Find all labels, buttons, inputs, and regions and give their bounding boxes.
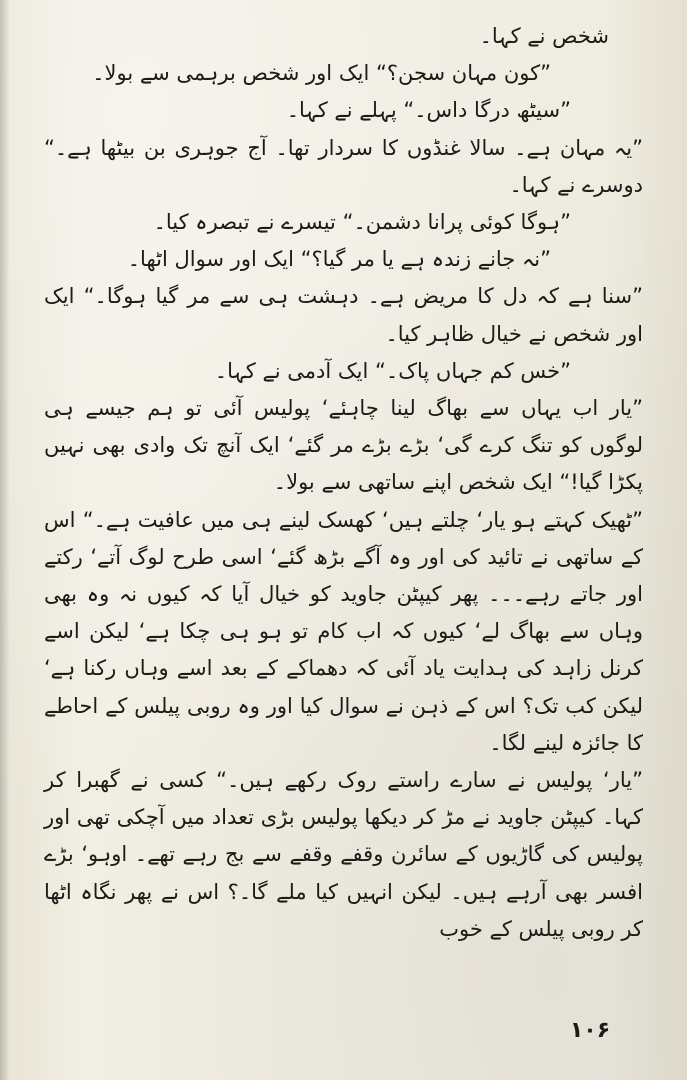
paragraph: ”یار‘ پولیس نے سارے راستے روک رکھے ہیں۔“ کسی نے گھبرا کر کہا۔ کیپٹن جاوید نے مڑ کر دیکھا پولیس بڑی تعداد میں آچکی تھی اور پولیس کی گاڑیوں کے سائرن وقفے وقفے سے بج رہے تھے۔ اوہو‘ بڑے افسر بھی آرہے ہیں۔ لیکن انہیں کیا ملے گا۔؟ اس نے پھر نگاہ اٹھا کر روبی پیلس کے خوب: [44, 768, 643, 941]
text-line: شخص نے کہا۔: [479, 24, 609, 48]
paragraph: ”کون مہان سجن؟“ ایک اور شخص برہمی سے بولا۔: [92, 61, 551, 86]
page-number: ۱۰۶: [569, 1018, 611, 1043]
paragraph: ”یار اب یہاں سے بھاگ لینا چاہئے‘ پولیس آئی تو ہم جیسے ہی لوگوں کو تنگ کرے گی‘ بڑے بڑے مر گئے‘ ایک آنچ تک وادی بھی نہیں پکڑا گیا!“ ایک شخص اپنے ساتھی سے بولا۔: [44, 396, 643, 495]
paragraph: ”سنا ہے کہ دل کا مریض ہے۔ دہشت ہی سے مر گیا ہوگا۔“ ایک اور شخص نے خیال ظاہر کیا۔: [44, 284, 643, 346]
paragraph: ”ہوگا کوئی پرانا دشمن۔“ تیسرے نے تبصرہ کیا۔: [153, 210, 571, 235]
page-text: [44, 18, 643, 948]
paragraph: ”ٹھیک کہتے ہو یار‘ چلتے ہیں‘ کھسک لینے ہی میں عافیت ہے۔“ اس کے ساتھی نے تائید کی اور وہ آگے بڑھ گئے‘ اسی طرح لوگ آتے‘ رکتے اور جاتے رہے۔۔۔ پھر کیپٹن جاوید کو خیال آیا کہ کیوں نہ وہ بھی وہاں سے بھاگ لے‘ کیوں کہ اب کام تو ہو ہی چکا ہے‘ لیکن اسے کرنل زاہد کی ہدایت یاد آئی کہ دھماکے کے بعد اسے وہاں رکنا ہے‘ لیکن کب تک؟ اس کے ذہن نے سوال کیا اور وہ روبی پیلس کے احاطے کا جائزہ لینے لگا۔: [44, 507, 643, 755]
paragraph: ”خس کم جہاں پاک۔“ ایک آدمی نے کہا۔: [214, 358, 571, 383]
page-gutter-shadow: [0, 0, 10, 1080]
paragraph: ”نہ جانے زندہ ہے یا مر گیا؟“ ایک اور سوال اٹھا۔: [127, 247, 551, 272]
paragraph: ”سیٹھ درگا داس۔“ پہلے نے کہا۔: [286, 98, 571, 123]
paragraph: ”یہ مہان ہے۔ سالا غنڈوں کا سردار تھا۔ آج جوہری بن بیٹھا ہے۔“ دوسرے نے کہا۔: [44, 135, 643, 197]
